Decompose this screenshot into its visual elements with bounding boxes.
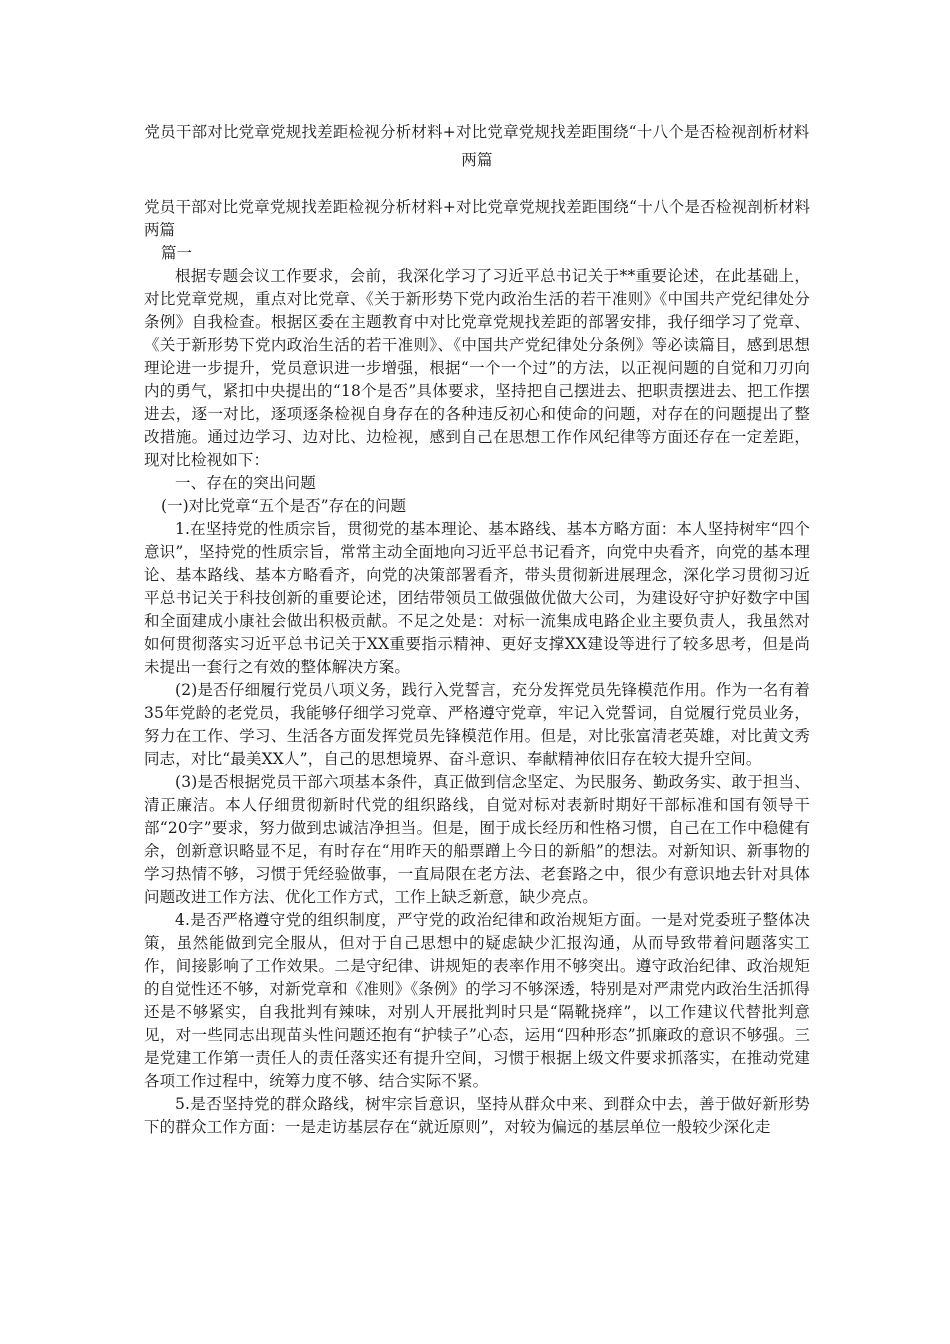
document-subtitle: 党员干部对比党章党规找差距检视分析材料+对比党章党规找差距围绕“十八个是否检视剖析材料两篇 <box>144 198 810 239</box>
paragraph-item-2: (2)是否仔细履行党员八项义务，践行入党誓言，充分发挥党员先锋模范作用。作为一名有着35年党龄的老党员，我能够仔细学习党章、严格遵守党章，牢记入党誓词，自觉履行党员业务，努力在工作、学习、生活各方面发挥党员先锋模范作用。但是，对比张富清老英雄，对比黄文秀同志，对比“最美XX人”，自己的思想境界、奋斗意识、奉献精神依旧存在较大提升空间。 <box>144 681 810 768</box>
paragraph-item-5: 5.是否坚持党的群众路线，树牢宗旨意识，坚持从群众中来、到群众中去，善于做好新形势下的群众工作方面：一是走访基层存在“就近原则”，对较为偏远的基层单位一般较少深化走 <box>144 1095 810 1136</box>
paragraph-item-1: 1.在坚持党的性质宗旨，贯彻党的基本理论、基本路线、基本方略方面：本人坚持树牢“四个意识”，坚持党的性质宗旨，常常主动全面地向习近平总书记看齐，向党中央看齐，向党的基本理论、基本路线、基本方略看齐，向党的决策部署看齐，带头贯彻新进展理念，深化学习贯彻习近平总书记关于科技创新的重要论述，团结带领员工做强做优做大公司，为建设好守护好数字中国和全面建成小康社会做出积极贡献。不足之处是：对标一流集成电路企业主要负责人，我虽然对如何贯彻落实习近平总书记关于XX重要指示精神、更好支撑XX建设等进行了较多思考，但是尚未提出一套行之有效的整体解决方案。 <box>144 520 810 676</box>
heading-five-questions: (一)对比党章“五个是否”存在的问题 <box>161 497 406 515</box>
paragraph-item-3: (3)是否根据党员干部六项基本条件，真正做到信念坚定、为民服务、勤政务实、敢于担当、清正廉洁。本人仔细贯彻新时代党的组织路线，自觉对标对表新时期好干部标准和国有领导干部“20字”要求，努力做到忠诚洁净担当。但是，囿于成长经历和性格习惯，自己在工作中稳健有余，创新意识略显不足，有时存在“用昨天的船票蹭上今日的新船”的想法。对新知识、新事物的学习热情不够，习惯于凭经验做事，一直局限在老方法、老套路之中，很少有意识地去针对具体问题改进工作方法、优化工作方式，工作上缺乏新意，缺少亮点。 <box>144 773 810 906</box>
heading-prominent-problems: 一、存在的突出问题 <box>175 474 316 492</box>
document-page <box>144 118 810 1139</box>
paragraph-intro: 根据专题会议工作要求，会前，我深化学习了习近平总书记关于**重要论述，在此基础上，对比党章党规，重点对比党章、《关于新形势下党内政治生活的若干准则》《中国共产党纪律处分条例》自我检查。根据区委在主题教育中对比党章党规找差距的部署安排，我仔细学习了党章、《关于新形势下党内政治生活的若干准则》、《中国共产党纪律处分条例》等必读篇目，感到思想理论进一步提升，党员意识进一步增强，根据“一个一个过”的方法，以正视问题的自觉和刀刃向内的勇气，紧扣中央提出的“18个是否”具体要求，坚持把自己摆进去、把职责摆进去、把工作摆进去，逐一对比，逐项逐条检视自身存在的各种违反初心和使命的问题，对存在的问题提出了整改措施。通过边学习、边对比、边检视，感到自己在思想工作作风纪律等方面还存在一定差距，现对比检视如下： <box>144 267 810 469</box>
section-label: 篇一 <box>161 244 193 262</box>
document-title: 党员干部对比党章党规找差距检视分析材料+对比党章党规找差距围绕“十八个是否检视剖析材料两篇 <box>144 123 810 169</box>
paragraph-item-4: 4.是否严格遵守党的组织制度，严守党的政治纪律和政治规矩方面。一是对党委班子整体决策，虽然能做到完全服从，但对于自己思想中的疑虑缺少汇报沟通，从而导致带着问题落实工作，间接影响了工作效果。二是守纪律、讲规矩的表率作用不够突出。遵守政治纪律、政治规矩的自觉性还不够，对新党章和《准则》《条例》的学习不够深透，特别是对严肃党内政治生活抓得还是不够紧实，自我批判有辣味，对别人开展批判时只是“隔靴挠痒”，以工作建议代替批判意见，对一些同志出现苗头性问题还抱有“护犊子”心态，运用“四种形态”抓廉政的意识不够强。三是党建工作第一责任人的责任落实还有提升空间，习惯于根据上级文件要求抓落实，在推动党建各项工作过程中，统筹力度不够、结合实际不紧。 <box>144 911 810 1090</box>
